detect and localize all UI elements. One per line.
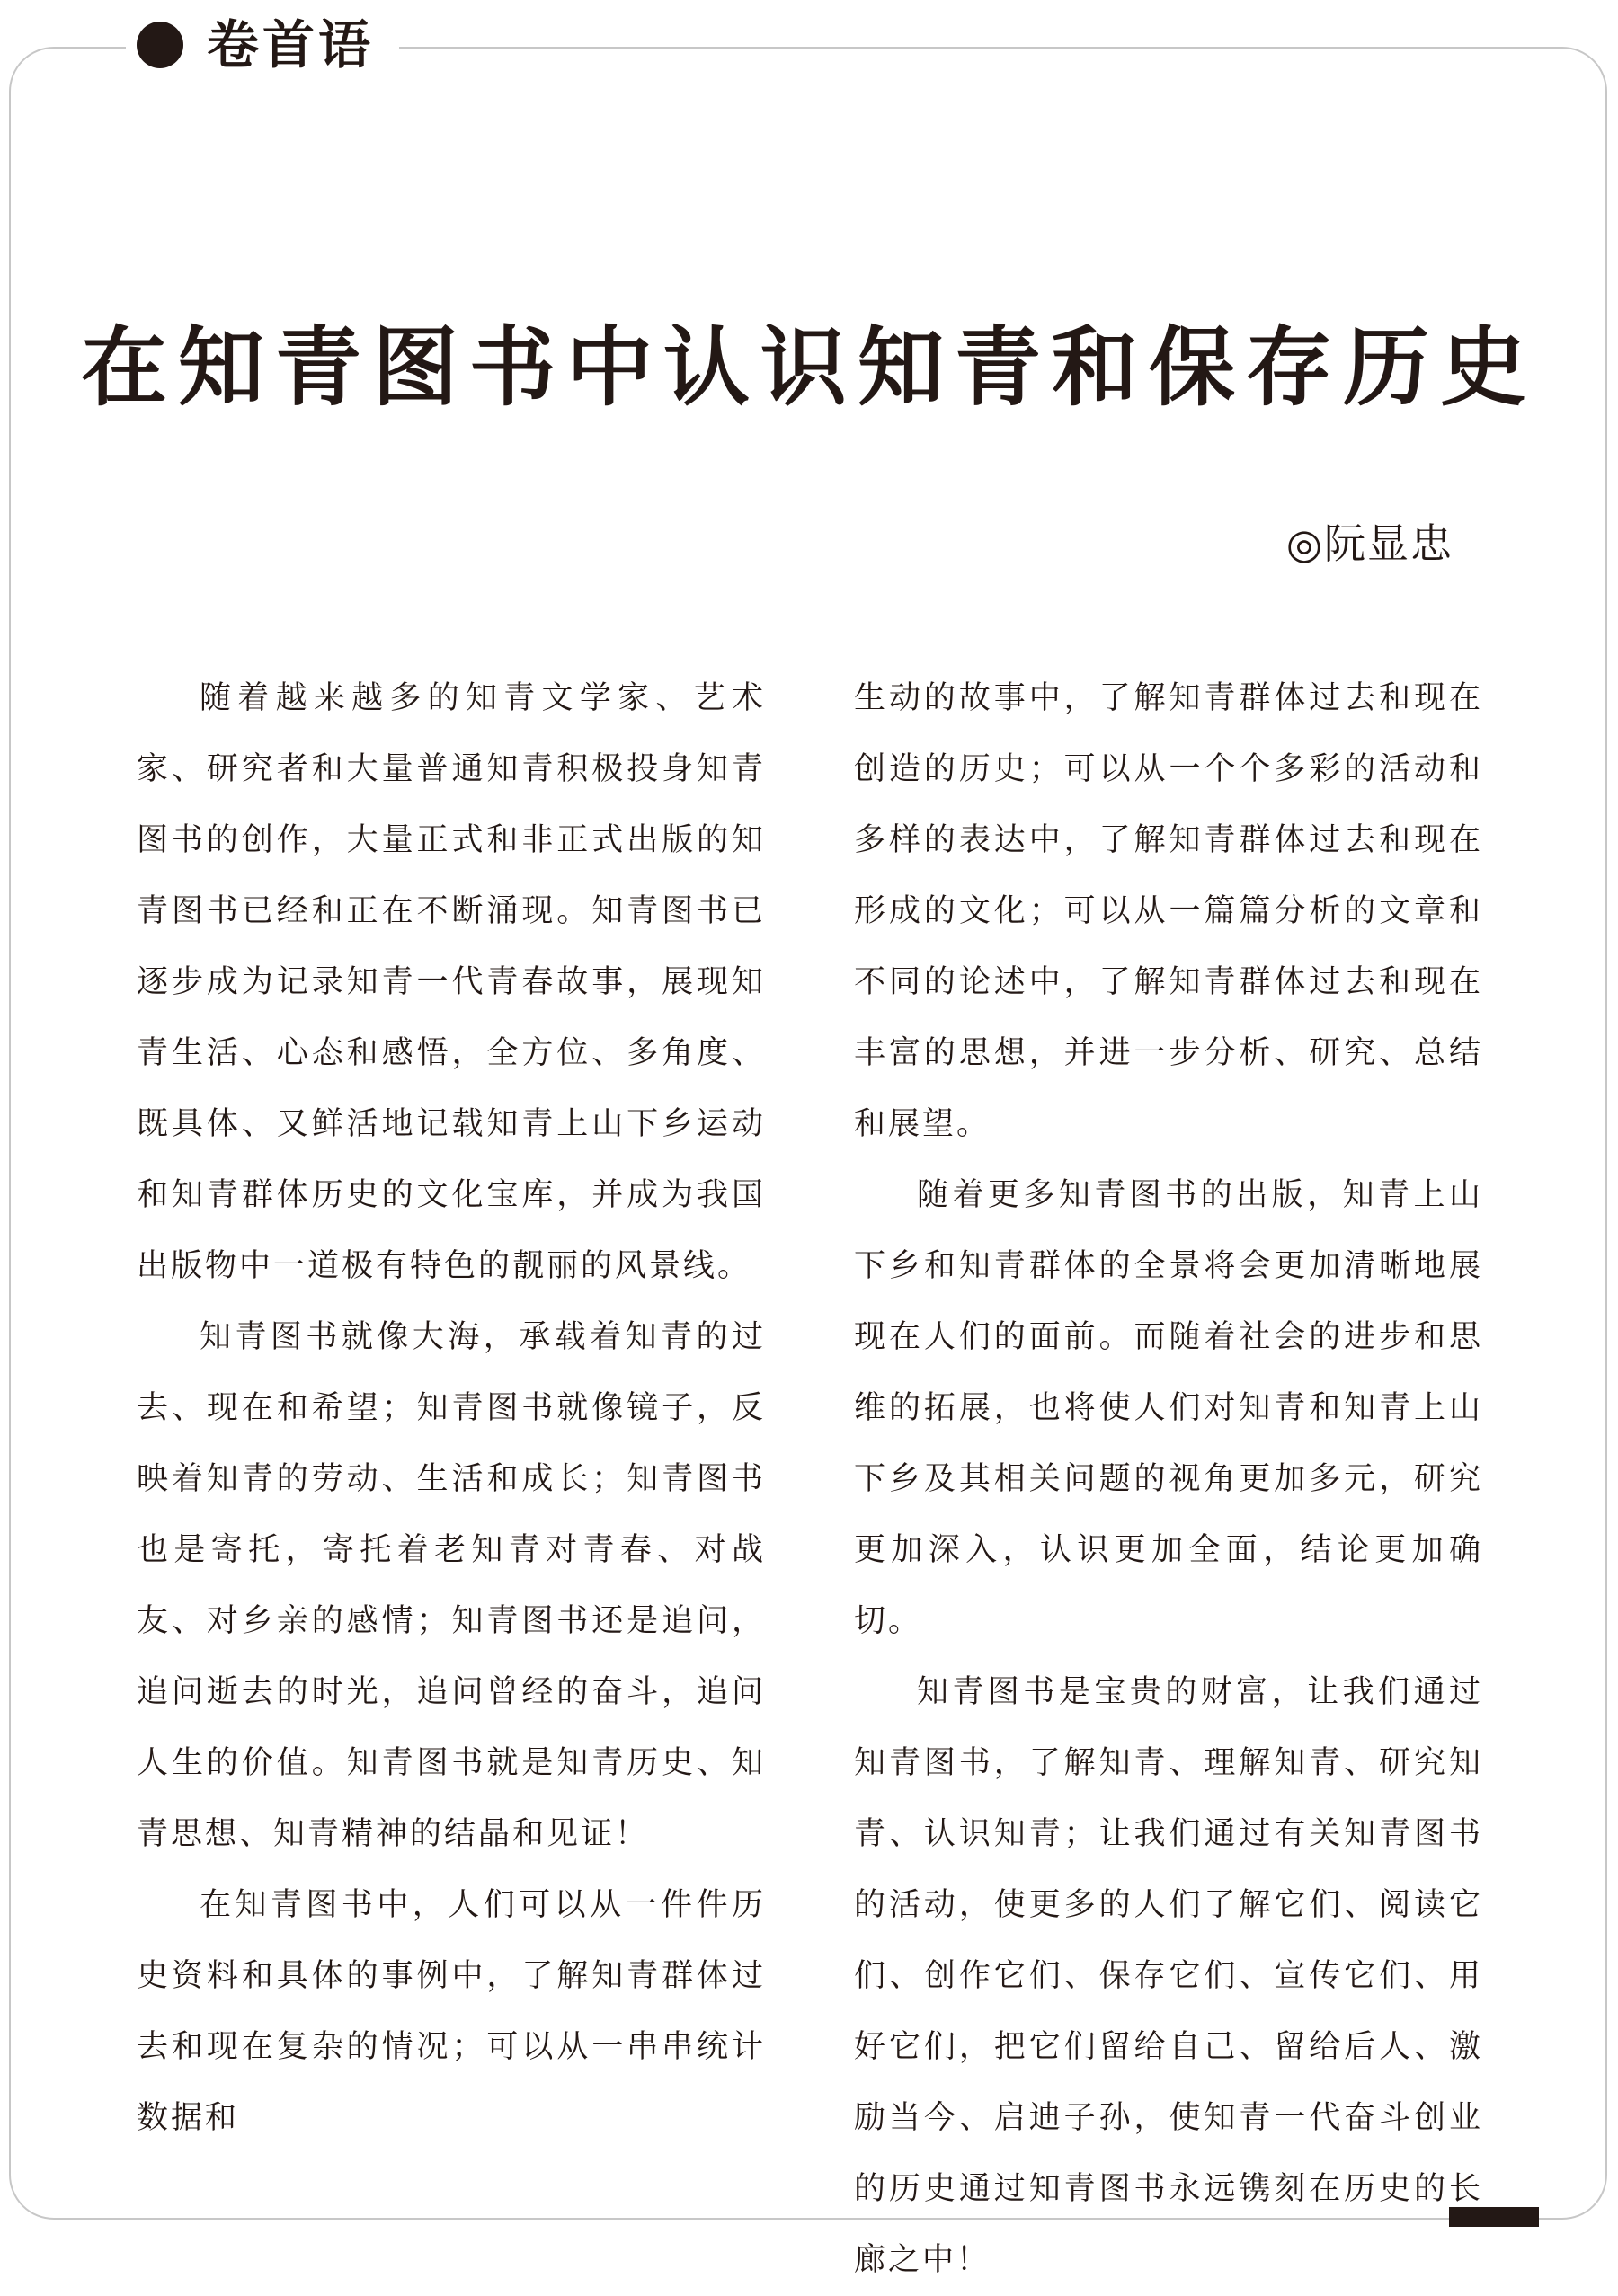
bullet-dot-icon: [137, 22, 183, 68]
paragraph-continued: 生动的故事中，了解知青群体过去和现在创造的历史；可以从一个个多彩的活动和多样的表达中，了解知青群体过去和现在形成的文化；可以从一篇篇分析的文章和不同的论述中，了解知青群体过去和现在丰富的思想，并进一步分析、研究、总结和展望。: [854, 680, 1483, 1142]
left-column: [137, 663, 766, 2154]
paragraph: 知青图书是宝贵的财富，让我们通过知青图书，了解知青、理解知青、研究知青、认识知青；让我们通过有关知青图书的活动，使更多的人们了解它们、阅读它们、创作它们、保存它们、宣传它们、用好它们，把它们留给自己、留给后人、激励当今、启迪子孙，使知青一代奋斗创业的历史通过知青图书永远镌刻在历史的长廊之中！: [854, 1674, 1483, 2278]
paragraph: 随着越来越多的知青文学家、艺术家、研究者和大量普通知青积极投身知青图书的创作，大量正式和非正式出版的知青图书已经和正在不断涌现。知青图书已逐步成为记录知青一代青春故事，展现知青生活、心态和感悟，全方位、多角度、既具体、又鲜活地记载知青上山下乡运动和知青群体历史的文化宝库，并成为我国出版物中一道极有特色的靓丽的风景线。: [137, 680, 766, 1284]
article-author: ◎阮显忠: [1285, 519, 1454, 568]
page-corner-bar: [1449, 2207, 1539, 2227]
section-header: [126, 0, 399, 90]
right-column: [854, 663, 1483, 2296]
paragraph: 在知青图书中，人们可以从一件件历史资料和具体的事例中，了解知青群体过去和现在复杂的情况；可以从一串串统计数据和: [137, 1887, 766, 2136]
paragraph: 知青图书就像大海，承载着知青的过去、现在和希望；知青图书就像镜子，反映着知青的劳动、生活和成长；知青图书也是寄托，寄托着老知青对青春、对战友、对乡亲的感情；知青图书还是追问，追问逝去的时光，追问曾经的奋斗，追问人生的价值。知青图书就是知青历史、知青思想、知青精神的结晶和见证！: [137, 1319, 766, 1852]
article-title: 在知青图书中认识知青和保存历史: [81, 317, 1537, 418]
section-label: 卷首语: [207, 14, 375, 75]
paragraph: 随着更多知青图书的出版，知青上山下乡和知青群体的全景将会更加清晰地展现在人们的面前。而随着社会的进步和思维的拓展，也将使人们对知青和知青上山下乡及其相关问题的视角更加多元，研究更加深入，认识更加全面，结论更加确切。: [854, 1177, 1483, 1639]
